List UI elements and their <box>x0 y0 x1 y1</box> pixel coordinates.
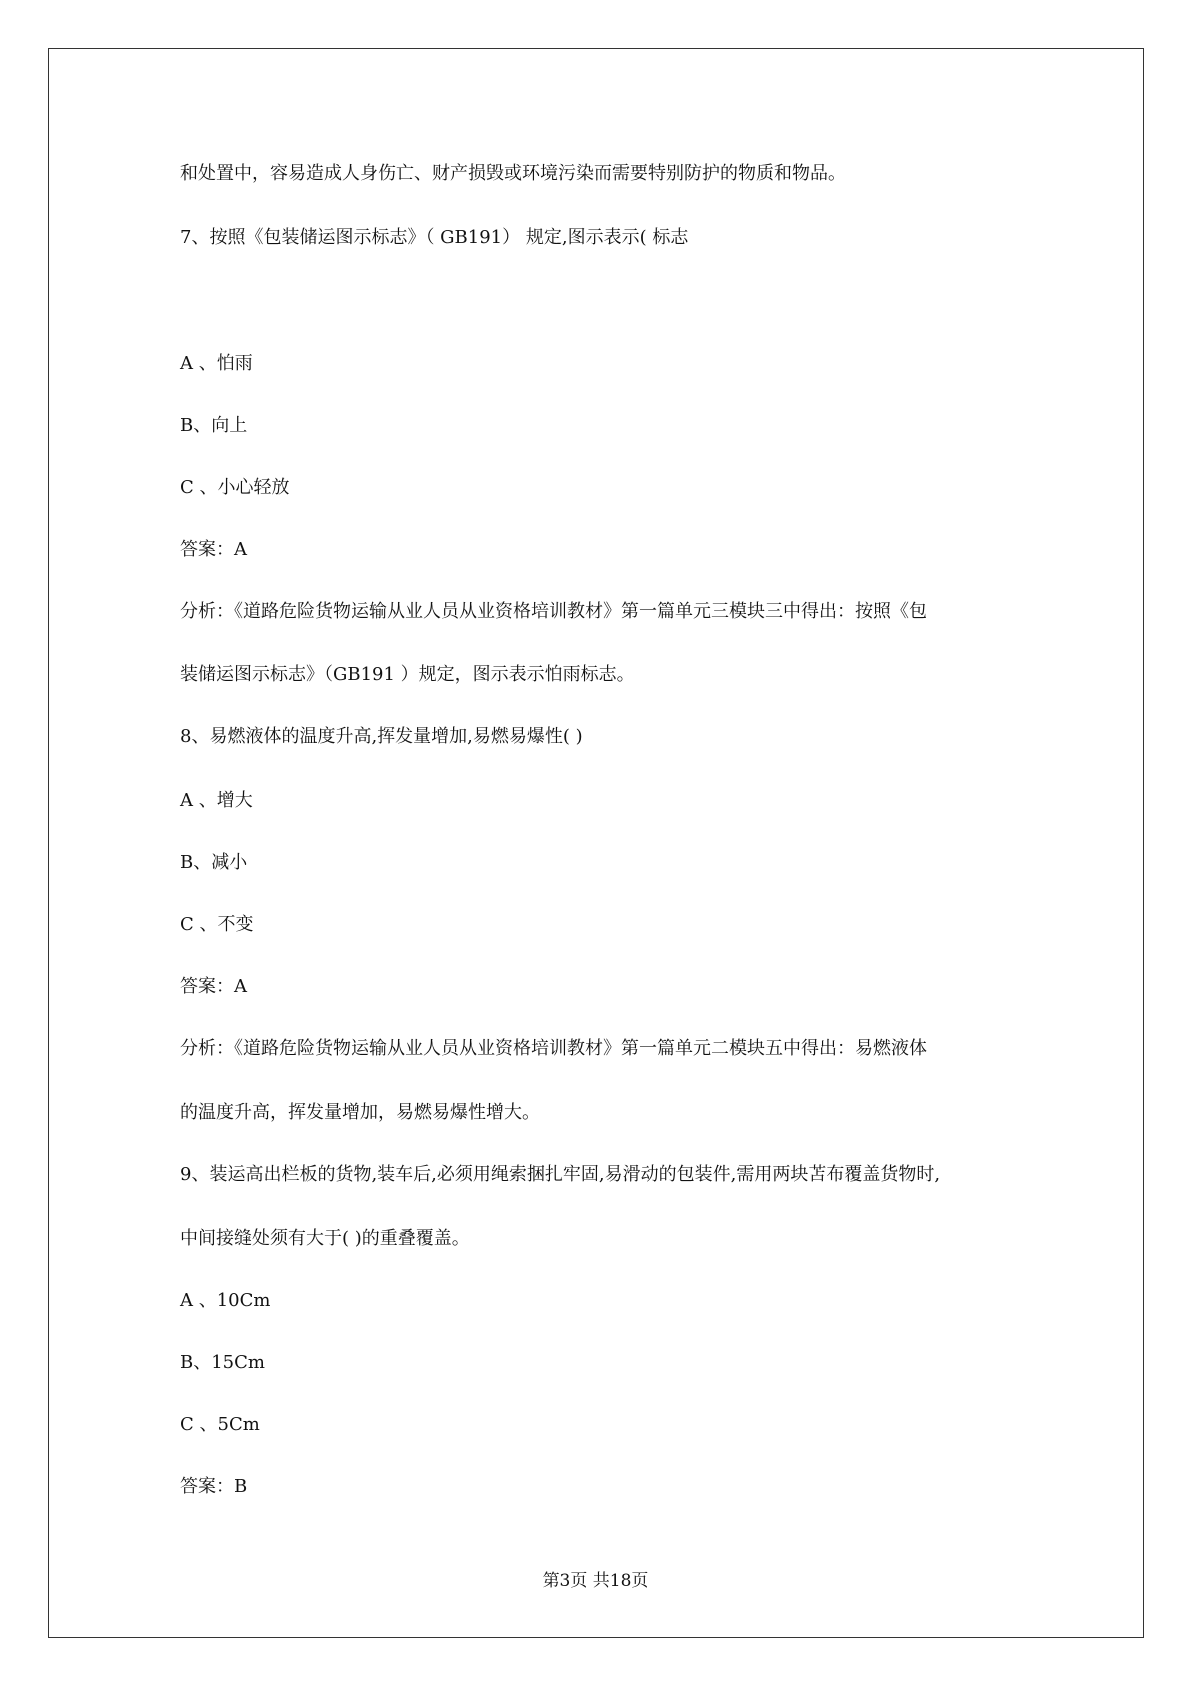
question-7: 7、按照《包装储运图示标志》（ GB191） 规定,图示表示( 标志 <box>180 227 689 248</box>
page-number: 第3页 共18页 <box>542 1571 649 1591</box>
option-c: C 、不变 <box>180 914 254 935</box>
answer: 答案：A <box>180 976 247 997</box>
option-a: A 、怕雨 <box>180 353 253 374</box>
question-9: 9、装运高出栏板的货物,装车后,必须用绳索捆扎牢固,易滑动的包装件,需用两块苫布覆盖货物时, <box>180 1164 941 1185</box>
option-c: C 、小心轻放 <box>180 477 290 498</box>
analysis-cont: 装储运图示标志》（GB191 ）规定，图示表示怕雨标志。 <box>180 664 635 685</box>
answer: 答案：A <box>180 539 247 560</box>
option-c: C 、5Cm <box>180 1414 260 1435</box>
answer: 答案：B <box>180 1476 248 1497</box>
question-9-cont: 中间接缝处须有大于( )的重叠覆盖。 <box>180 1228 470 1249</box>
page-border <box>48 48 1144 1638</box>
option-b: B、向上 <box>180 415 248 436</box>
analysis: 分析：《道路危险货物运输从业人员从业资格培训教材》第一篇单元三模块三中得出：按照《包 <box>180 601 927 622</box>
analysis: 分析：《道路危险货物运输从业人员从业资格培训教材》第一篇单元二模块五中得出：易燃液体 <box>180 1038 927 1059</box>
option-b: B、减小 <box>180 852 248 873</box>
option-a: A 、10Cm <box>180 1290 271 1311</box>
option-a: A 、增大 <box>180 790 253 811</box>
text-line: 和处置中，容易造成人身伤亡、财产损毁或环境污染而需要特别防护的物质和物品。 <box>180 163 846 184</box>
question-8: 8、易燃液体的温度升高,挥发量增加,易燃易爆性( ) <box>180 726 583 747</box>
analysis-cont: 的温度升高，挥发量增加，易燃易爆性增大。 <box>180 1102 540 1123</box>
option-b: B、15Cm <box>180 1352 265 1373</box>
